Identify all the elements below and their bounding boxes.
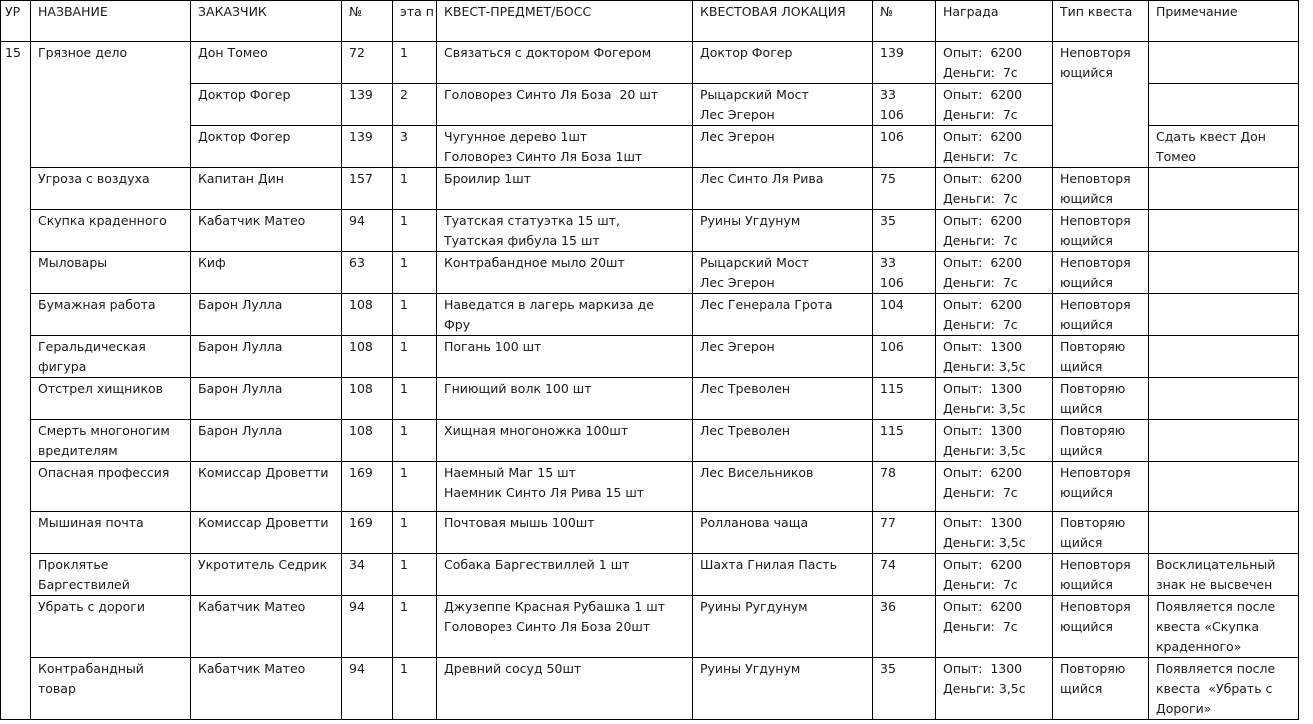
quest-name: Угроза с воздуха (31, 168, 191, 210)
client-number: 139 (342, 126, 393, 168)
location-number-line: 36 (880, 599, 896, 614)
location-number-line: 115 (880, 423, 904, 438)
quest-type-line: Неповторя (1060, 171, 1131, 186)
quest-name: Скупка краденного (31, 210, 191, 252)
quest-type-line: ющийся (1060, 275, 1113, 290)
stage-number: 1 (393, 596, 437, 658)
quest-item (437, 294, 693, 336)
quest-client: Барон Лулла (191, 420, 342, 462)
quest-type-line: щийся (1060, 535, 1103, 550)
quest-type (1053, 462, 1149, 512)
note (1149, 554, 1299, 596)
quest-type (1053, 420, 1149, 462)
stage-number: 2 (393, 84, 437, 126)
level-cell: 15 (1, 42, 31, 720)
reward-line: Деньги: 7с (943, 107, 1018, 122)
quest-client: Киф (191, 252, 342, 294)
quest-type-line: Повторяю (1060, 423, 1126, 438)
quest-item-line: Головорез Синто Ля Боза 20 шт (444, 87, 659, 102)
stage-number: 1 (393, 462, 437, 512)
location-number (873, 294, 936, 336)
stage-number: 1 (393, 378, 437, 420)
quest-location (693, 336, 873, 378)
quest-row (1, 378, 1299, 420)
quest-item-line: Наведатся в лагерь маркиза де (444, 297, 654, 312)
quest-type (1053, 168, 1149, 210)
quest-item (437, 42, 693, 84)
note-line: краденного» (1156, 639, 1242, 654)
quest-name: Отстрел хищников (31, 378, 191, 420)
quest-item (437, 168, 693, 210)
quest-type (1053, 512, 1149, 554)
quest-client: Комиссар Дроветти (191, 462, 342, 512)
quest-item-line: Наемный Маг 15 шт (444, 465, 576, 480)
stage-number: 1 (393, 42, 437, 84)
client-number: 94 (342, 596, 393, 658)
quest-row (1, 462, 1299, 512)
reward-line: Деньги: 3,5с (943, 443, 1026, 458)
quest-type (1053, 210, 1149, 252)
location-line: Лес Эгерон (700, 129, 775, 144)
quest-type-line: Повторяю (1060, 381, 1126, 396)
location-line: Лес Эгерон (700, 275, 775, 290)
reward-line: Опыт: 6200 (943, 213, 1023, 228)
quest-row (1, 512, 1299, 554)
client-number: 169 (342, 462, 393, 512)
client-number: 63 (342, 252, 393, 294)
quest-location (693, 252, 873, 294)
reward-line: Деньги: 7с (943, 275, 1018, 290)
quest-client: Капитан Дин (191, 168, 342, 210)
note (1149, 658, 1299, 720)
reward-line: Деньги: 7с (943, 65, 1018, 80)
quest-type (1053, 378, 1149, 420)
quest-name: Мыловары (31, 252, 191, 294)
quest-location (693, 512, 873, 554)
stage-number: 1 (393, 252, 437, 294)
quest-item-line: Связаться с доктором Фогером (444, 45, 652, 60)
reward (936, 512, 1053, 554)
reward-line: Опыт: 6200 (943, 45, 1023, 60)
header-reward: Награда (936, 1, 1053, 42)
location-line: Рыцарский Мост (700, 255, 809, 270)
location-number (873, 168, 936, 210)
location-number-line: 104 (880, 297, 904, 312)
reward-line: Опыт: 6200 (943, 255, 1023, 270)
quest-location (693, 554, 873, 596)
quest-type-line: щийся (1060, 401, 1103, 416)
reward-line: Опыт: 1300 (943, 661, 1023, 676)
note-line: квеста «Скупка (1156, 619, 1260, 634)
note (1149, 596, 1299, 658)
quest-item (437, 658, 693, 720)
quest-location (693, 210, 873, 252)
note (1149, 42, 1299, 84)
header-row (1, 1, 1299, 42)
reward (936, 658, 1053, 720)
header-location: КВЕСТОВАЯ ЛОКАЦИЯ (693, 1, 873, 42)
quest-item (437, 420, 693, 462)
location-number (873, 210, 936, 252)
location-number (873, 554, 936, 596)
quest-type-line: ющийся (1060, 619, 1113, 634)
quest-client: Доктор Фогер (191, 126, 342, 168)
quest-type (1053, 336, 1149, 378)
quest-item-line: Броилир 1шт (444, 171, 531, 186)
quest-item-line: Фру (444, 317, 471, 332)
quest-item-line: Собака Баргествиллей 1 шт (444, 557, 630, 572)
reward (936, 210, 1053, 252)
quest-type (1053, 294, 1149, 336)
location-number-line: 35 (880, 661, 896, 676)
client-number: 94 (342, 210, 393, 252)
location-line: Лес Треволен (700, 423, 791, 438)
quest-location (693, 462, 873, 512)
stage-number: 1 (393, 512, 437, 554)
location-number (873, 84, 936, 126)
reward (936, 420, 1053, 462)
quest-item-line: Туатская фибула 15 шт (444, 233, 600, 248)
quest-type (1053, 596, 1149, 658)
quest-item (437, 84, 693, 126)
reward (936, 554, 1053, 596)
header-stage: эта п (393, 1, 437, 42)
stage-number: 1 (393, 336, 437, 378)
quest-location (693, 294, 873, 336)
reward-line: Опыт: 6200 (943, 465, 1023, 480)
quest-item-line: Головорез Синто Ля Боза 1шт (444, 149, 643, 164)
quest-item (437, 126, 693, 168)
quest-item (437, 596, 693, 658)
quest-location (693, 168, 873, 210)
quest-client: Укротитель Седрик (191, 554, 342, 596)
location-line: Руины Ругдунум (700, 599, 808, 614)
header-name: НАЗВАНИЕ (31, 1, 191, 42)
location-line: Лес Эгерон (700, 339, 775, 354)
quest-type-line: Повторяю (1060, 515, 1126, 530)
quest-client: Кабатчик Матео (191, 596, 342, 658)
quest-name: Мышиная почта (31, 512, 191, 554)
note-line: знак не высвечен (1156, 577, 1273, 592)
quest-item (437, 210, 693, 252)
note (1149, 252, 1299, 294)
location-number-line: 106 (880, 107, 904, 122)
quest-type-line: щийся (1060, 359, 1103, 374)
quest-location (693, 126, 873, 168)
note-line: Сдать квест Дон (1156, 129, 1266, 144)
quest-row (1, 252, 1299, 294)
quest-client: Барон Лулла (191, 378, 342, 420)
location-number (873, 420, 936, 462)
location-line: Руины Угдунум (700, 213, 801, 228)
quest-item (437, 554, 693, 596)
location-number (873, 126, 936, 168)
quest-type-line: Неповторя (1060, 45, 1131, 60)
quest-item-line: Погань 100 шт (444, 339, 542, 354)
location-number-line: 139 (880, 45, 904, 60)
quest-row (1, 420, 1299, 462)
reward-line: Опыт: 6200 (943, 129, 1023, 144)
stage-number: 1 (393, 210, 437, 252)
client-number: 94 (342, 658, 393, 720)
location-number (873, 658, 936, 720)
reward (936, 42, 1053, 84)
reward (936, 84, 1053, 126)
quest-type (1053, 42, 1149, 168)
quest-type-line: Повторяю (1060, 339, 1126, 354)
location-number-line: 77 (880, 515, 896, 530)
quest-location (693, 84, 873, 126)
note (1149, 420, 1299, 462)
quest-location (693, 420, 873, 462)
header-quest-item: КВЕСТ-ПРЕДМЕТ/БОСС (437, 1, 693, 42)
stage-number: 1 (393, 420, 437, 462)
reward-line: Опыт: 1300 (943, 381, 1023, 396)
client-number: 157 (342, 168, 393, 210)
quest-row (1, 554, 1299, 596)
reward-line: Опыт: 6200 (943, 87, 1023, 102)
quest-type-line: щийся (1060, 681, 1103, 696)
client-number: 34 (342, 554, 393, 596)
location-line: Шахта Гнилая Пасть (700, 557, 837, 572)
location-line: Руины Угдунум (700, 661, 801, 676)
reward-line: Опыт: 6200 (943, 599, 1023, 614)
stage-number: 1 (393, 658, 437, 720)
header-client-number: № (342, 1, 393, 42)
reward (936, 462, 1053, 512)
reward-line: Деньги: 7с (943, 485, 1018, 500)
quest-name: Проклятье Баргествилей (31, 554, 191, 596)
quest-item-line: Наемник Синто Ля Рива 15 шт (444, 485, 645, 500)
reward-line: Опыт: 6200 (943, 557, 1023, 572)
reward-line: Опыт: 6200 (943, 171, 1023, 186)
quest-row (1, 168, 1299, 210)
client-number: 139 (342, 84, 393, 126)
location-line: Доктор Фогер (700, 45, 793, 60)
header-client: ЗАКАЗЧИК (191, 1, 342, 42)
location-number-line: 115 (880, 381, 904, 396)
quest-type-line: ющийся (1060, 485, 1113, 500)
quest-item (437, 512, 693, 554)
quest-client: Дон Томео (191, 42, 342, 84)
quest-type-line: Неповторя (1060, 557, 1131, 572)
quest-item (437, 378, 693, 420)
note-line: Дороги» (1156, 701, 1212, 716)
reward (936, 294, 1053, 336)
quest-name: Опасная профессия (31, 462, 191, 512)
stage-number: 3 (393, 126, 437, 168)
quest-table-body (1, 1, 1299, 720)
reward (936, 378, 1053, 420)
quest-item (437, 462, 693, 512)
quest-type-line: щийся (1060, 443, 1103, 458)
location-number-line: 106 (880, 275, 904, 290)
quest-item-line: Древний сосуд 50шт (444, 661, 582, 676)
quest-type-line: Неповторя (1060, 213, 1131, 228)
note (1149, 126, 1299, 168)
quest-type-line: ющийся (1060, 191, 1113, 206)
header-quest-type: Тип квеста (1053, 1, 1149, 42)
quest-item-line: Контрабандное мыло 20шт (444, 255, 625, 270)
stage-number: 1 (393, 294, 437, 336)
header-location-number: № (873, 1, 936, 42)
quest-type (1053, 658, 1149, 720)
reward-line: Деньги: 3,5с (943, 681, 1026, 696)
stage-number: 1 (393, 168, 437, 210)
reward-line: Деньги: 7с (943, 317, 1018, 332)
quest-item (437, 252, 693, 294)
quest-row (1, 336, 1299, 378)
location-number (873, 336, 936, 378)
location-number-line: 33 (880, 87, 896, 102)
note (1149, 336, 1299, 378)
quest-type-line: Неповторя (1060, 255, 1131, 270)
reward-line: Деньги: 3,5с (943, 359, 1026, 374)
quest-name: Геральдическая фигура (31, 336, 191, 378)
quest-client: Кабатчик Матео (191, 658, 342, 720)
quest-client: Барон Лулла (191, 336, 342, 378)
quest-item-line: Туатская статуэтка 15 шт, (444, 213, 620, 228)
location-number-line: 106 (880, 129, 904, 144)
reward (936, 596, 1053, 658)
quest-type-line: ющийся (1060, 233, 1113, 248)
location-line: Лес Висельников (700, 465, 814, 480)
location-number-line: 75 (880, 171, 896, 186)
note-line: Появляется после (1156, 599, 1276, 614)
quest-client: Кабатчик Матео (191, 210, 342, 252)
location-line: Лес Синто Ля Рива (700, 171, 824, 186)
reward (936, 126, 1053, 168)
quest-name: Бумажная работа (31, 294, 191, 336)
quest-name: Контрабандный товар (31, 658, 191, 720)
reward (936, 336, 1053, 378)
quest-location (693, 42, 873, 84)
client-number: 108 (342, 420, 393, 462)
location-line: Лес Эгерон (700, 107, 775, 122)
note (1149, 378, 1299, 420)
note (1149, 210, 1299, 252)
location-number (873, 42, 936, 84)
reward-line: Опыт: 1300 (943, 515, 1023, 530)
location-number-line: 35 (880, 213, 896, 228)
note-line: Появляется после (1156, 661, 1276, 676)
quest-client: Барон Лулла (191, 294, 342, 336)
location-number (873, 512, 936, 554)
quest-item-line: Гниющий волк 100 шт (444, 381, 592, 396)
note (1149, 294, 1299, 336)
quest-row (1, 596, 1299, 658)
note-line: Восклицательный (1156, 557, 1276, 572)
note (1149, 168, 1299, 210)
header-level: УР (1, 1, 31, 42)
quest-row (1, 294, 1299, 336)
quest-location (693, 378, 873, 420)
location-number (873, 462, 936, 512)
quest-type-line: ющийся (1060, 577, 1113, 592)
quest-type-line: ющийся (1060, 65, 1113, 80)
location-number (873, 252, 936, 294)
client-number: 108 (342, 336, 393, 378)
reward-line: Деньги: 3,5с (943, 401, 1026, 416)
quest-name: Смерть многоногим вредителям (31, 420, 191, 462)
quest-type-line: ющийся (1060, 317, 1113, 332)
location-number-line: 78 (880, 465, 896, 480)
quest-name: Убрать с дороги (31, 596, 191, 658)
quest-type-line: Неповторя (1060, 465, 1131, 480)
quest-row (1, 210, 1299, 252)
quest-location (693, 658, 873, 720)
location-number-line: 33 (880, 255, 896, 270)
location-number-line: 74 (880, 557, 896, 572)
location-line: Лес Треволен (700, 381, 791, 396)
location-number-line: 106 (880, 339, 904, 354)
client-number: 72 (342, 42, 393, 84)
stage-number: 1 (393, 554, 437, 596)
quest-type (1053, 252, 1149, 294)
reward-line: Опыт: 6200 (943, 297, 1023, 312)
quest-item-line: Хищная многоножка 100шт (444, 423, 629, 438)
reward-line: Деньги: 7с (943, 191, 1018, 206)
quest-item-line: Чугунное дерево 1шт (444, 129, 588, 144)
location-number (873, 378, 936, 420)
note-line: Томео (1156, 149, 1197, 164)
client-number: 108 (342, 294, 393, 336)
note-line: квеста «Убрать с (1156, 681, 1273, 696)
location-number (873, 596, 936, 658)
quest-item (437, 336, 693, 378)
reward-line: Деньги: 7с (943, 577, 1018, 592)
quest-item-line: Почтовая мышь 100шт (444, 515, 595, 530)
reward-line: Деньги: 7с (943, 619, 1018, 634)
reward (936, 168, 1053, 210)
reward-line: Опыт: 1300 (943, 423, 1023, 438)
quest-item-line: Головорез Синто Ля Боза 20шт (444, 619, 651, 634)
quest-client: Доктор Фогер (191, 84, 342, 126)
note (1149, 84, 1299, 126)
reward-line: Деньги: 3,5с (943, 535, 1026, 550)
header-note: Примечание (1149, 1, 1299, 42)
quest-location (693, 596, 873, 658)
reward-line: Опыт: 1300 (943, 339, 1023, 354)
quest-type-line: Неповторя (1060, 599, 1131, 614)
quest-type (1053, 554, 1149, 596)
quest-type-line: Повторяю (1060, 661, 1126, 676)
location-line: Ролланова чаща (700, 515, 809, 530)
location-line: Лес Генерала Грота (700, 297, 833, 312)
quest-item-line: Джузеппе Красная Рубашка 1 шт (444, 599, 666, 614)
quest-name: Грязное дело (31, 42, 191, 168)
quest-row (1, 42, 1299, 84)
note (1149, 512, 1299, 554)
note (1149, 462, 1299, 512)
client-number: 169 (342, 512, 393, 554)
quest-client: Комиссар Дроветти (191, 512, 342, 554)
quest-type-line: Неповторя (1060, 297, 1131, 312)
reward-line: Деньги: 7с (943, 149, 1018, 164)
reward (936, 252, 1053, 294)
location-line: Рыцарский Мост (700, 87, 809, 102)
quest-row (1, 658, 1299, 720)
reward-line: Деньги: 7с (943, 233, 1018, 248)
client-number: 108 (342, 378, 393, 420)
